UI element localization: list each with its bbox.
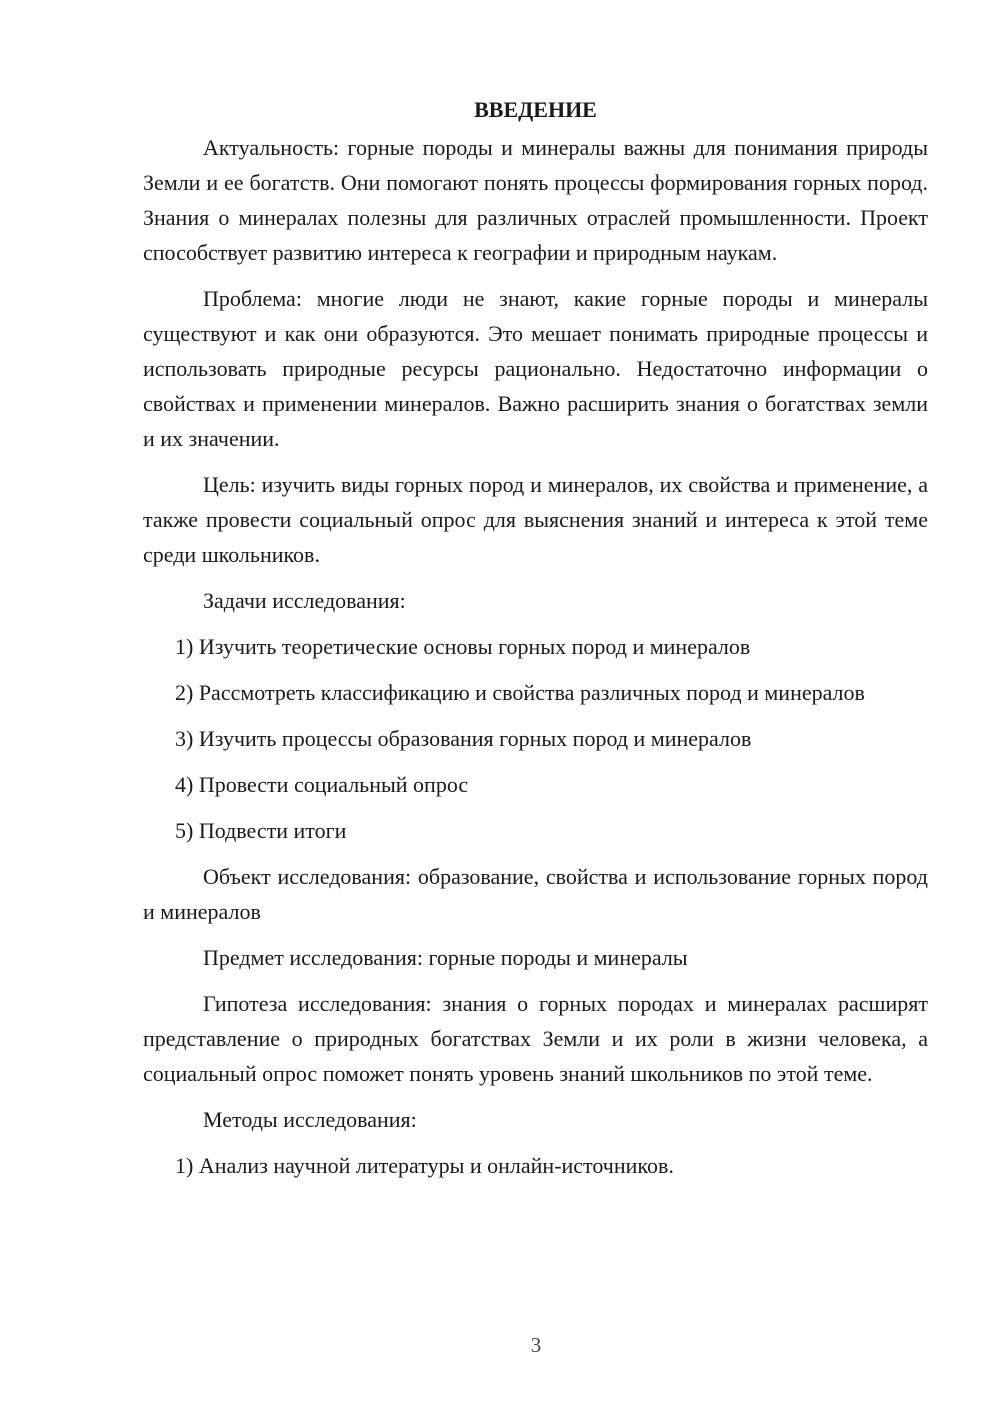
page-title: ВВЕДЕНИЕ — [474, 97, 597, 122]
methods-heading: Методы исследования: — [203, 1107, 417, 1132]
object-paragraph: Объект исследования: образование, свойства и использование горных пород и минералов — [143, 864, 928, 924]
task-item: 4) Провести социальный опрос — [175, 772, 469, 797]
goal-paragraph: Цель: изучить виды горных пород и минералов, их свойства и применение, а также провести социальный опрос для выяснения знаний и интереса к этой теме среди школьников. — [143, 472, 928, 567]
hypothesis-paragraph: Гипотеза исследования: знания о горных породах и минералах расширят представление о природных богатствах Земли и их роли в жизни человека, а социальный опрос поможет понять уровень знаний школьников по этой теме. — [143, 991, 928, 1086]
task-item: 1) Изучить теоретические основы горных пород и минералов — [175, 634, 751, 659]
task-item: 3) Изучить процессы образования горных пород и минералов — [175, 726, 752, 751]
subject-paragraph: Предмет исследования: горные породы и минералы — [203, 945, 688, 970]
relevance-paragraph: Актуальность: горные породы и минералы важны для понимания природы Земли и ее богатств. Они помогают понять процессы формирования горных пород. Знания о минералах полезны для различных отраслей промышленности. Проект способствует развитию интереса к географии и природным наукам. — [143, 135, 928, 265]
tasks-heading: Задачи исследования: — [203, 588, 406, 613]
task-item: 2) Рассмотреть классификацию и свойства различных пород и минералов — [175, 680, 865, 705]
method-item: 1) Анализ научной литературы и онлайн-источников. — [175, 1153, 674, 1178]
page-number: 3 — [530, 1333, 542, 1357]
task-item: 5) Подвести итоги — [175, 818, 347, 843]
document-page — [143, 92, 928, 1194]
problem-paragraph: Проблема: многие люди не знают, какие горные породы и минералы существуют и как они образуются. Это мешает понимать природные процессы и использовать природные ресурсы рационально. Недостаточно информации о свойствах и применении минералов. Важно расширить знания о богатствах земли и их значении. — [143, 286, 928, 451]
